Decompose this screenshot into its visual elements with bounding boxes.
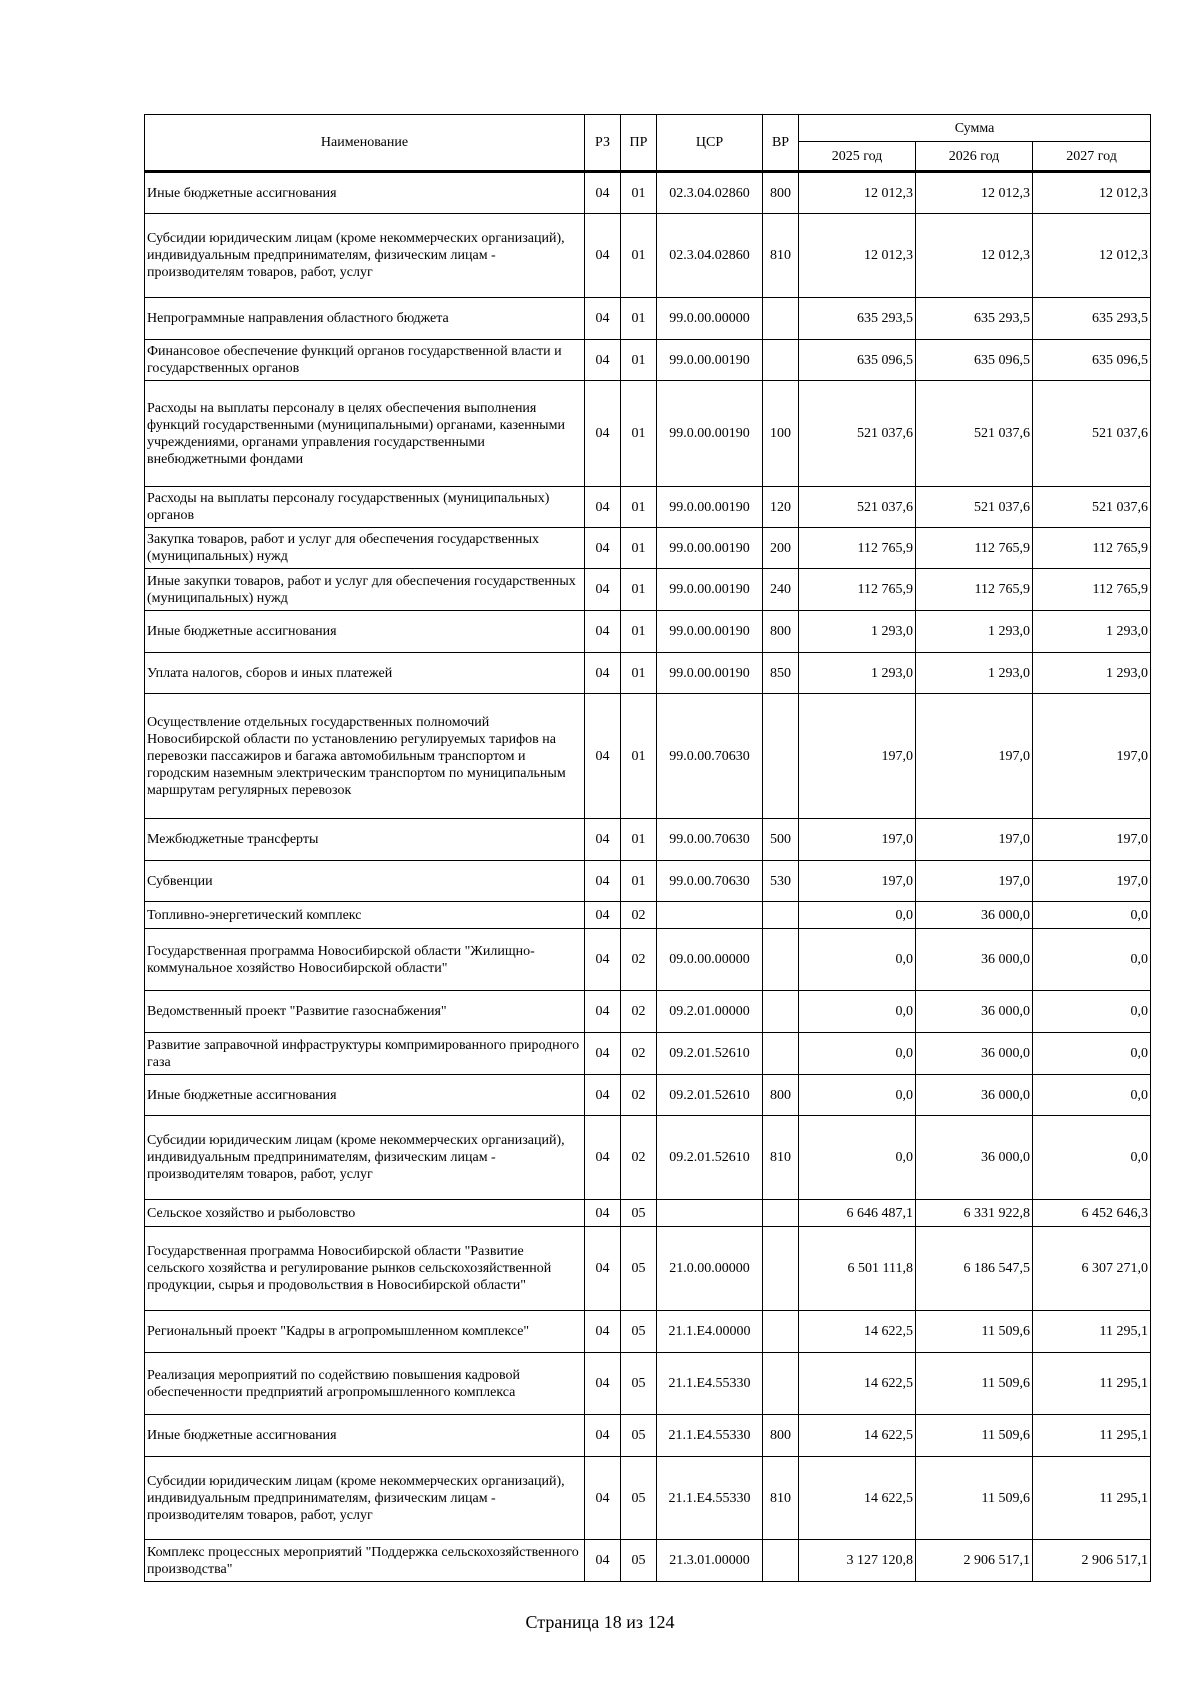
cell-2027: 11 295,1 [1033,1457,1151,1540]
table-row [145,1311,1151,1353]
cell-vr: 100 [763,381,799,487]
cell-name: Иные закупки товаров, работ и услуг для обеспечения государственных (муниципальных) нужд [145,569,585,611]
cell-2025: 521 037,6 [799,487,916,528]
cell-2027: 112 765,9 [1033,569,1151,611]
table-row [145,1116,1151,1200]
cell-2025: 112 765,9 [799,528,916,569]
cell-vr: 800 [763,1075,799,1116]
cell-rz: 04 [585,1457,621,1540]
cell-name: Расходы на выплаты персоналу в целях обеспечения выполнения функций государственными (муниципальными) органами, казенными учреждениями, органами управления государственными внебюджетными фондами [145,381,585,487]
cell-name: Субвенции [145,861,585,902]
cell-name: Реализация мероприятий по содействию повышения кадровой обеспеченности предприятий агропромышленного комплекса [145,1353,585,1415]
table-row [145,528,1151,569]
table-row [145,819,1151,861]
cell-2027: 6 452 646,3 [1033,1200,1151,1227]
cell-pr: 01 [621,381,657,487]
header-year-2026: 2026 год [916,142,1033,172]
cell-2025: 0,0 [799,1075,916,1116]
cell-name: Непрограммные направления областного бюджета [145,298,585,340]
header-year-2027: 2027 год [1033,142,1151,172]
cell-2026: 197,0 [916,819,1033,861]
cell-2026: 36 000,0 [916,1075,1033,1116]
cell-rz: 04 [585,487,621,528]
cell-csr: 21.0.00.00000 [657,1227,763,1311]
cell-2025: 0,0 [799,991,916,1033]
cell-name: Сельское хозяйство и рыболовство [145,1200,585,1227]
cell-2025: 0,0 [799,1033,916,1075]
cell-rz: 04 [585,611,621,653]
cell-vr [763,1227,799,1311]
cell-rz: 04 [585,1116,621,1200]
table-row [145,653,1151,694]
table-row [145,1075,1151,1116]
cell-pr: 02 [621,1075,657,1116]
cell-pr: 05 [621,1540,657,1582]
cell-vr [763,991,799,1033]
table-row [145,1200,1151,1227]
table-row [145,929,1151,991]
cell-rz: 04 [585,902,621,929]
cell-csr: 99.0.00.70630 [657,861,763,902]
cell-rz: 04 [585,1353,621,1415]
header-year-2025: 2025 год [799,142,916,172]
cell-2026: 36 000,0 [916,902,1033,929]
cell-rz: 04 [585,1200,621,1227]
cell-csr: 09.2.01.52610 [657,1033,763,1075]
cell-rz: 04 [585,861,621,902]
cell-vr [763,929,799,991]
table-row [145,1353,1151,1415]
cell-pr: 05 [621,1200,657,1227]
cell-vr [763,1200,799,1227]
cell-name: Закупка товаров, работ и услуг для обеспечения государственных (муниципальных) нужд [145,528,585,569]
cell-2025: 0,0 [799,902,916,929]
table-row [145,902,1151,929]
cell-2025: 635 293,5 [799,298,916,340]
table-row [145,298,1151,340]
cell-2027: 521 037,6 [1033,381,1151,487]
cell-pr: 01 [621,214,657,298]
cell-csr: 99.0.00.00000 [657,298,763,340]
cell-pr: 01 [621,569,657,611]
cell-2027: 0,0 [1033,929,1151,991]
cell-name: Уплата налогов, сборов и иных платежей [145,653,585,694]
cell-2027: 11 295,1 [1033,1311,1151,1353]
cell-pr: 02 [621,991,657,1033]
cell-vr: 240 [763,569,799,611]
cell-rz: 04 [585,381,621,487]
table-row [145,569,1151,611]
cell-2027: 6 307 271,0 [1033,1227,1151,1311]
cell-2026: 6 186 547,5 [916,1227,1033,1311]
cell-2026: 112 765,9 [916,569,1033,611]
cell-vr [763,340,799,381]
cell-vr [763,902,799,929]
table-row [145,611,1151,653]
table-row [145,214,1151,298]
cell-2026: 1 293,0 [916,611,1033,653]
cell-rz: 04 [585,340,621,381]
cell-rz: 04 [585,298,621,340]
cell-name: Иные бюджетные ассигнования [145,611,585,653]
cell-2026: 521 037,6 [916,487,1033,528]
cell-csr: 21.1.Е4.55330 [657,1415,763,1457]
cell-csr: 02.3.04.02860 [657,172,763,214]
cell-2025: 6 501 111,8 [799,1227,916,1311]
cell-vr [763,1033,799,1075]
cell-2025: 3 127 120,8 [799,1540,916,1582]
table-body [145,172,1151,1582]
cell-2027: 11 295,1 [1033,1415,1151,1457]
page-number: Страница 18 из 124 [525,1612,675,1632]
cell-pr: 01 [621,611,657,653]
cell-2027: 0,0 [1033,991,1151,1033]
cell-csr [657,1200,763,1227]
cell-2027: 11 295,1 [1033,1353,1151,1415]
cell-2025: 635 096,5 [799,340,916,381]
cell-2027: 197,0 [1033,819,1151,861]
cell-2025: 1 293,0 [799,611,916,653]
cell-2027: 1 293,0 [1033,611,1151,653]
header-pr: ПР [621,115,657,172]
cell-2026: 6 331 922,8 [916,1200,1033,1227]
cell-pr: 02 [621,929,657,991]
table-row [145,1227,1151,1311]
cell-vr: 810 [763,214,799,298]
cell-2026: 12 012,3 [916,214,1033,298]
cell-pr: 01 [621,694,657,819]
cell-2027: 635 293,5 [1033,298,1151,340]
cell-pr: 05 [621,1311,657,1353]
header-vr: ВР [763,115,799,172]
cell-2025: 12 012,3 [799,172,916,214]
cell-2026: 36 000,0 [916,929,1033,991]
cell-2026: 112 765,9 [916,528,1033,569]
cell-vr: 530 [763,861,799,902]
cell-pr: 01 [621,653,657,694]
cell-2026: 635 096,5 [916,340,1033,381]
cell-rz: 04 [585,569,621,611]
cell-2027: 635 096,5 [1033,340,1151,381]
cell-csr: 21.1.Е4.55330 [657,1457,763,1540]
cell-csr: 99.0.00.00190 [657,528,763,569]
cell-2027: 2 906 517,1 [1033,1540,1151,1582]
cell-2027: 0,0 [1033,1033,1151,1075]
table-row [145,172,1151,214]
cell-2026: 521 037,6 [916,381,1033,487]
cell-vr: 800 [763,1415,799,1457]
cell-2026: 11 509,6 [916,1457,1033,1540]
cell-csr: 99.0.00.00190 [657,340,763,381]
cell-2026: 197,0 [916,861,1033,902]
cell-name: Межбюджетные трансферты [145,819,585,861]
table-row [145,991,1151,1033]
cell-rz: 04 [585,214,621,298]
cell-2027: 197,0 [1033,694,1151,819]
cell-2025: 0,0 [799,1116,916,1200]
cell-rz: 04 [585,1311,621,1353]
budget-table [144,114,1151,1582]
cell-name: Развитие заправочной инфраструктуры компримированного природного газа [145,1033,585,1075]
table-row [145,1033,1151,1075]
cell-csr: 09.2.01.52610 [657,1116,763,1200]
cell-2026: 36 000,0 [916,1116,1033,1200]
cell-2026: 11 509,6 [916,1353,1033,1415]
cell-2025: 197,0 [799,861,916,902]
table-row [145,381,1151,487]
cell-pr: 01 [621,528,657,569]
cell-2026: 36 000,0 [916,991,1033,1033]
cell-name: Осуществление отдельных государственных полномочий Новосибирской области по установлению регулируемых тарифов на перевозки пассажиров и багажа автомобильным транспортом и городским наземным электрическим транспортом по муниципальным маршрутам регулярных перевозок [145,694,585,819]
cell-rz: 04 [585,1540,621,1582]
cell-csr: 09.0.00.00000 [657,929,763,991]
cell-rz: 04 [585,172,621,214]
cell-pr: 05 [621,1415,657,1457]
cell-2025: 6 646 487,1 [799,1200,916,1227]
cell-pr: 05 [621,1227,657,1311]
cell-2025: 12 012,3 [799,214,916,298]
cell-vr [763,1353,799,1415]
cell-rz: 04 [585,694,621,819]
cell-2027: 521 037,6 [1033,487,1151,528]
cell-vr [763,1311,799,1353]
cell-2025: 14 622,5 [799,1311,916,1353]
cell-2027: 12 012,3 [1033,172,1151,214]
table-row [145,487,1151,528]
cell-name: Иные бюджетные ассигнования [145,1415,585,1457]
cell-csr: 99.0.00.00190 [657,653,763,694]
cell-name: Субсидии юридическим лицам (кроме некоммерческих организаций), индивидуальным предпринимателям, физическим лицам - производителям товаров, работ, услуг [145,1116,585,1200]
cell-2025: 14 622,5 [799,1415,916,1457]
cell-2027: 0,0 [1033,902,1151,929]
cell-csr: 21.1.Е4.00000 [657,1311,763,1353]
header-sum: Сумма [799,115,1151,142]
table-row [145,1540,1151,1582]
cell-2026: 635 293,5 [916,298,1033,340]
cell-pr: 01 [621,861,657,902]
cell-vr: 810 [763,1457,799,1540]
table-row [145,340,1151,381]
cell-pr: 01 [621,487,657,528]
cell-vr [763,298,799,340]
cell-rz: 04 [585,1033,621,1075]
cell-2025: 14 622,5 [799,1457,916,1540]
cell-2027: 0,0 [1033,1116,1151,1200]
cell-2026: 1 293,0 [916,653,1033,694]
cell-csr: 02.3.04.02860 [657,214,763,298]
cell-name: Субсидии юридическим лицам (кроме некоммерческих организаций), индивидуальным предпринимателям, физическим лицам - производителям товаров, работ, услуг [145,214,585,298]
cell-name: Комплекс процессных мероприятий "Поддержка сельскохозяйственного производства" [145,1540,585,1582]
cell-csr: 21.1.Е4.55330 [657,1353,763,1415]
cell-2026: 2 906 517,1 [916,1540,1033,1582]
cell-rz: 04 [585,653,621,694]
cell-rz: 04 [585,1075,621,1116]
cell-csr [657,902,763,929]
cell-2027: 197,0 [1033,861,1151,902]
cell-pr: 01 [621,298,657,340]
cell-2026: 12 012,3 [916,172,1033,214]
table-header [145,115,1151,172]
cell-rz: 04 [585,1227,621,1311]
cell-vr: 810 [763,1116,799,1200]
cell-2025: 521 037,6 [799,381,916,487]
cell-name: Региональный проект "Кадры в агропромышленном комплексе" [145,1311,585,1353]
cell-pr: 01 [621,819,657,861]
cell-csr: 99.0.00.00190 [657,569,763,611]
cell-2025: 0,0 [799,929,916,991]
cell-csr: 99.0.00.70630 [657,819,763,861]
cell-name: Иные бюджетные ассигнования [145,1075,585,1116]
cell-pr: 01 [621,172,657,214]
cell-vr: 120 [763,487,799,528]
cell-vr: 200 [763,528,799,569]
header-csr: ЦСР [657,115,763,172]
cell-rz: 04 [585,991,621,1033]
cell-csr: 21.3.01.00000 [657,1540,763,1582]
cell-2026: 11 509,6 [916,1311,1033,1353]
header-name: Наименование [145,115,585,172]
cell-pr: 05 [621,1353,657,1415]
cell-2027: 1 293,0 [1033,653,1151,694]
cell-name: Субсидии юридическим лицам (кроме некоммерческих организаций), индивидуальным предпринимателям, физическим лицам - производителям товаров, работ, услуг [145,1457,585,1540]
cell-2025: 14 622,5 [799,1353,916,1415]
cell-vr: 800 [763,172,799,214]
cell-vr: 500 [763,819,799,861]
cell-csr: 99.0.00.00190 [657,381,763,487]
cell-2027: 0,0 [1033,1075,1151,1116]
cell-rz: 04 [585,528,621,569]
cell-csr: 09.2.01.00000 [657,991,763,1033]
cell-2027: 12 012,3 [1033,214,1151,298]
cell-2026: 36 000,0 [916,1033,1033,1075]
cell-2027: 112 765,9 [1033,528,1151,569]
cell-name: Государственная программа Новосибирской области "Жилищно-коммунальное хозяйство Новосибирской области" [145,929,585,991]
cell-pr: 01 [621,340,657,381]
cell-rz: 04 [585,929,621,991]
cell-2025: 112 765,9 [799,569,916,611]
cell-vr [763,1540,799,1582]
cell-name: Топливно-энергетический комплекс [145,902,585,929]
cell-2025: 197,0 [799,694,916,819]
cell-name: Финансовое обеспечение функций органов государственной власти и государственных органов [145,340,585,381]
cell-csr: 99.0.00.70630 [657,694,763,819]
cell-pr: 02 [621,902,657,929]
cell-csr: 99.0.00.00190 [657,611,763,653]
table-row [145,1457,1151,1540]
cell-vr: 800 [763,611,799,653]
header-rz: РЗ [585,115,621,172]
cell-name: Иные бюджетные ассигнования [145,172,585,214]
table-row [145,694,1151,819]
cell-name: Ведомственный проект "Развитие газоснабжения" [145,991,585,1033]
cell-vr [763,694,799,819]
cell-rz: 04 [585,1415,621,1457]
cell-2026: 11 509,6 [916,1415,1033,1457]
cell-2025: 197,0 [799,819,916,861]
cell-csr: 09.2.01.52610 [657,1075,763,1116]
cell-name: Расходы на выплаты персоналу государственных (муниципальных) органов [145,487,585,528]
table-row [145,1415,1151,1457]
cell-vr: 850 [763,653,799,694]
cell-name: Государственная программа Новосибирской области "Развитие сельского хозяйства и регулирование рынков сельскохозяйственной продукции, сырья и продовольствия в Новосибирской области" [145,1227,585,1311]
cell-csr: 99.0.00.00190 [657,487,763,528]
table-row [145,861,1151,902]
cell-rz: 04 [585,819,621,861]
cell-pr: 02 [621,1116,657,1200]
cell-2026: 197,0 [916,694,1033,819]
cell-pr: 05 [621,1457,657,1540]
cell-2025: 1 293,0 [799,653,916,694]
cell-pr: 02 [621,1033,657,1075]
